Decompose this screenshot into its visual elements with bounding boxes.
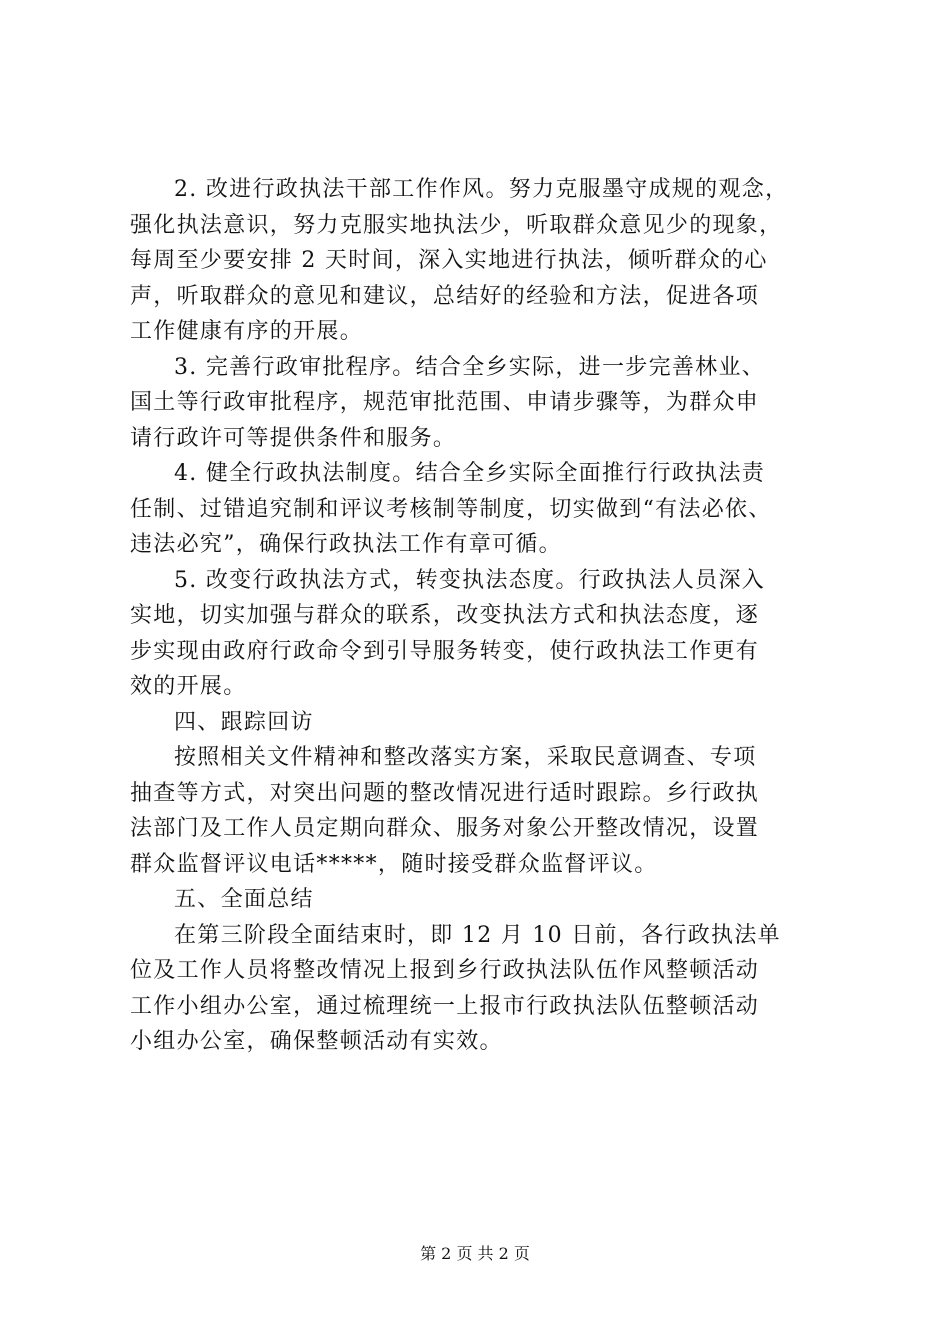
paragraph-line: 任制、过错追究制和评议考核制等制度，切实做到“有法必依、 <box>130 496 772 522</box>
paragraph-line: 4. 健全行政执法制度。结合全乡实际全面推行行政执法责 <box>174 461 766 486</box>
document-body <box>130 174 830 1062</box>
paragraph-line: 强化执法意识，努力克服实地执法少，听取群众意见少的现象， <box>130 212 783 238</box>
paragraph-line: 2. 改进行政执法干部工作作风。努力克服墨守成规的观念， <box>174 177 789 202</box>
paragraph-line: 5. 改变行政执法方式，转变执法态度。行政执法人员深入 <box>174 567 766 593</box>
paragraph-line: 抽查等方式，对突出问题的整改情况进行适时跟踪。乡行政执 <box>130 780 760 806</box>
paragraph-line: 工作健康有序的开展。 <box>130 319 364 344</box>
paragraph-line: 实地，切实加强与群众的联系，改变执法方式和执法态度，逐 <box>130 603 760 628</box>
paragraph-line: 违法必究”，确保行政执法工作有章可循。 <box>130 532 562 557</box>
section-heading: 五、全面总结 <box>174 887 314 912</box>
paragraph-line: 群众监督评议电话*****，随时接受群众监督评议。 <box>130 851 658 877</box>
paragraph-line: 3. 完善行政审批程序。结合全乡实际，进一步完善林业、 <box>174 354 766 380</box>
paragraph-line: 效的开展。 <box>130 674 247 699</box>
paragraph-line: 小组办公室，确保整顿活动有实效。 <box>130 1029 503 1054</box>
paragraph-line: 声，听取群众的意见和建议，总结好的经验和方法，促进各项 <box>130 283 760 309</box>
paragraph-line: 国土等行政审批程序，规范审批范围、申请步骤等，为群众申 <box>130 390 760 415</box>
page-footer: 第 2 页 共 2 页 <box>420 1244 530 1263</box>
paragraph-line: 工作小组办公室，通过梳理统一上报市行政执法队伍整顿活动 <box>130 993 760 1019</box>
section-heading: 四、跟踪回访 <box>174 709 314 735</box>
paragraph-line: 位及工作人员将整改情况上报到乡行政执法队伍作风整顿活动 <box>130 958 760 983</box>
paragraph-line: 在第三阶段全面结束时，即 12 月 10 日前，各行政执法单 <box>174 922 781 948</box>
paragraph-line: 每周至少要安排 2 天时间，深入实地进行执法，倾听群众的心 <box>130 248 768 273</box>
paragraph-line: 按照相关文件精神和整改落实方案，采取民意调查、专项 <box>174 745 757 770</box>
paragraph-line: 请行政许可等提供条件和服务。 <box>130 425 457 451</box>
paragraph-line: 步实现由政府行政命令到引导服务转变，使行政执法工作更有 <box>130 638 760 664</box>
paragraph-line: 法部门及工作人员定期向群众、服务对象公开整改情况，设置 <box>130 816 760 841</box>
